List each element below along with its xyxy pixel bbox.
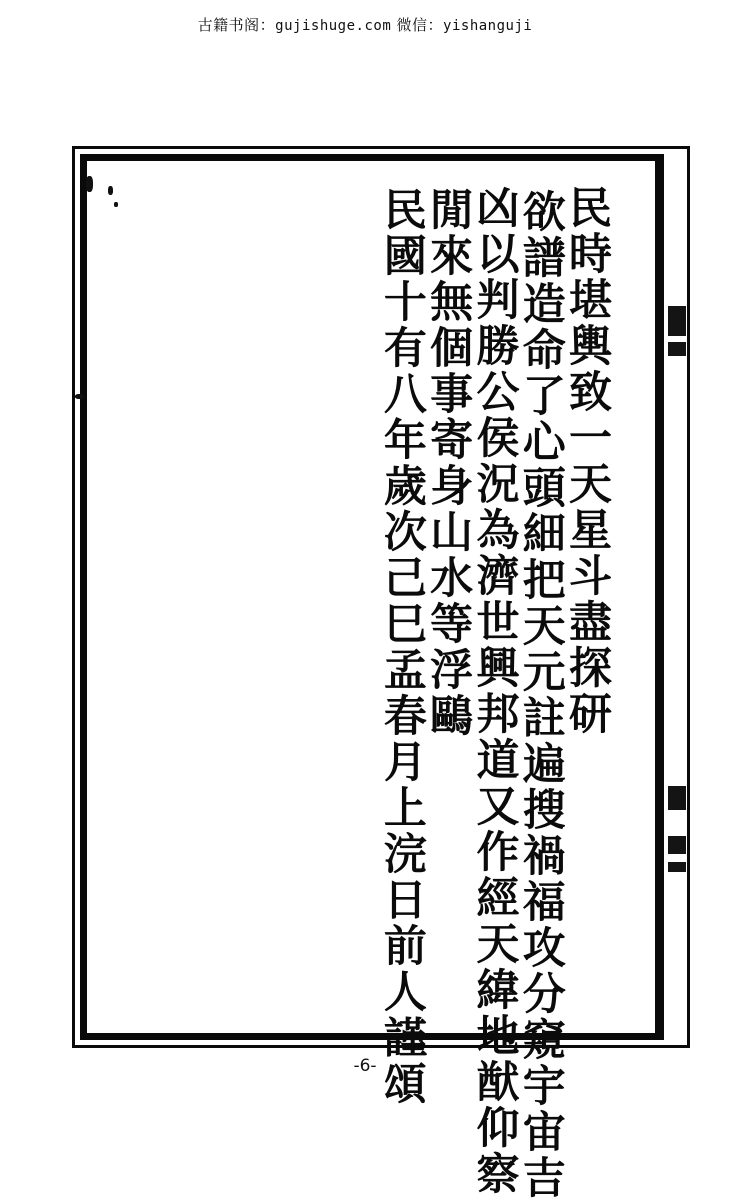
watermark-banner bbox=[0, 14, 730, 35]
fold-mark-lower-a bbox=[668, 786, 686, 810]
page-border-inner bbox=[80, 154, 662, 1201]
fold-mark-lower-b bbox=[668, 836, 686, 854]
watermark-wechat-id: yishanguji bbox=[443, 18, 533, 34]
page-number: -6- bbox=[353, 1056, 377, 1076]
ink-blemish-c bbox=[75, 394, 84, 399]
ink-blemish-d bbox=[114, 202, 118, 207]
text-column-1: 民時堪輿致一天星斗盡探研 bbox=[562, 185, 612, 737]
fold-mark-lower-c bbox=[668, 862, 686, 872]
ink-blemish-a bbox=[86, 176, 93, 192]
fold-mark-upper bbox=[668, 306, 686, 336]
watermark-wechat-label: 微信： bbox=[391, 16, 444, 34]
scanned-page bbox=[72, 146, 690, 1201]
margin-column-rule bbox=[662, 154, 664, 1040]
text-column-4: 閒來無個事寄身山水等浮鷗 bbox=[423, 187, 474, 739]
text-column-5: 民國十有八年歲次己巳孟春月上浣日前人謹頌 bbox=[376, 187, 427, 1107]
text-column-2: 欲譜造命了心頭細把天元註遍搜禍福攻分窺宇宙吉 bbox=[515, 189, 566, 1201]
watermark-site: gujishuge.com bbox=[275, 18, 392, 34]
ink-blemish-b bbox=[108, 186, 113, 195]
text-column-3: 凶以判勝公侯況為濟世興邦道又作經天緯地猷仰察 bbox=[469, 185, 520, 1197]
watermark-prefix: 古籍书阁： bbox=[197, 16, 276, 34]
fold-mark-middle bbox=[668, 342, 686, 356]
vertical-text-block bbox=[109, 183, 612, 1201]
